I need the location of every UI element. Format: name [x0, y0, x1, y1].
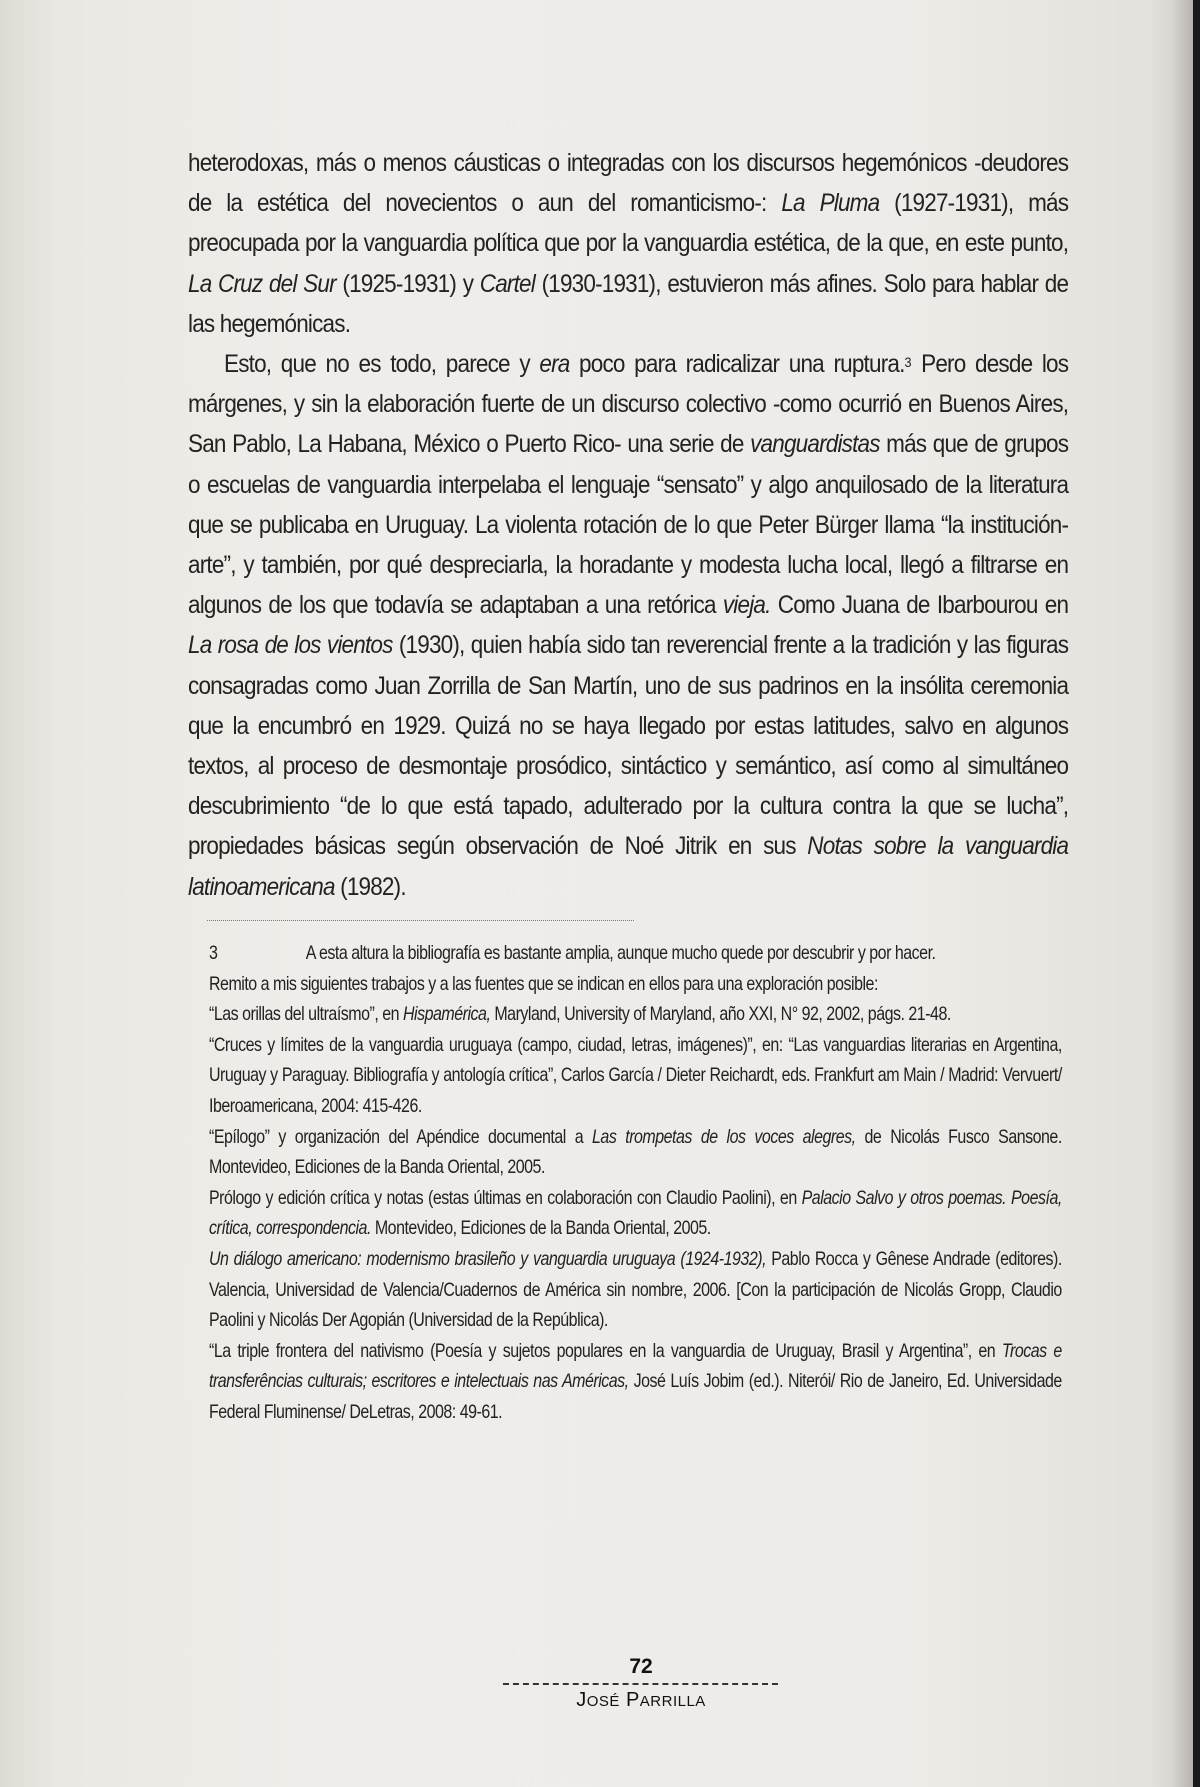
- italic-title: Notas sobre la vanguardia latinoamericana: [188, 832, 1069, 901]
- italic-title: Un diálogo americano: modernismo brasileño y vanguardia uruguaya (1924-1932),: [209, 1247, 767, 1270]
- footnote-reference-5: [209, 1244, 1062, 1336]
- text-run: de Nicolás Fusco Sansone. Montevideo, Ediciones de la Banda Oriental, 2005.: [209, 1125, 1062, 1179]
- italic-word: vieja.: [722, 591, 771, 620]
- italic-word: vanguardistas: [750, 430, 880, 459]
- italic-title: La Pluma: [781, 189, 880, 218]
- footnote-separator: [207, 920, 634, 921]
- page-number: 72: [629, 1655, 653, 1678]
- text-run: “Epílogo” y organización del Apéndice documental a: [209, 1125, 593, 1148]
- text-run: heterodoxas, más o menos cáusticas o integradas con los discursos hegemónicos -deudores de la estética del novecientos o aun del romanticismo-:: [188, 149, 1069, 218]
- text-run: Pablo Rocca y Gênese Andrade (editores). Valencia, Universidad de Valencia/Cuadernos de América sin nombre, 2006. [Con la participación de Nicolás Gropp, Claudio Paolini y Nicolás Der Agopián (Universidad de la República).: [209, 1247, 1062, 1332]
- text-run: Pero desde los márgenes, y sin la elaboración fuerte de un discurso colectivo -como ocurrió en Buenos Aires, San Pablo, La Habana, México o Puerto Rico- una serie de: [188, 350, 1069, 459]
- author-initial: J: [576, 1689, 587, 1711]
- footnote-3-head: [209, 938, 1062, 969]
- text-run: Prólogo y edición crítica y notas (estas últimas en colaboración con Claudio Paolini), en: [209, 1186, 802, 1209]
- author-smallcaps: ARRILLA: [639, 1693, 706, 1710]
- text-run: “Cruces y límites de la vanguardia uruguaya (campo, ciudad, letras, imágenes)”, en: “Las vanguardias literarias en Argentina, Uruguay y Paraguay. Bibliografía y antología crítica”, Carlos García / Dieter Reichardt, eds. Frankfurt am Main / Madrid: Vervuert/ Iberoamericana, 2004: 415-426.: [209, 1033, 1062, 1117]
- text-run: Esto, que no es todo, parece y: [224, 350, 540, 379]
- footnote-text: A esta altura la bibliografía es bastante amplia, aunque mucho quede por descubrir y por hacer.: [305, 942, 936, 964]
- text-run: (1930-1931), estuvieron más afines. Solo para hablar de las hegemónicas.: [188, 269, 1069, 338]
- footnotes: [209, 938, 1062, 1428]
- author-initial: P: [625, 1689, 640, 1711]
- text-run: poco para radicalizar una ruptura.: [569, 350, 905, 379]
- author-smallcaps: OSÉ: [586, 1693, 620, 1710]
- footnote-number: 3: [209, 942, 218, 964]
- footnote-reference-6: [209, 1336, 1062, 1428]
- text-run: Maryland, University of Maryland, año XXI, N° 92, 2002, págs. 21-48.: [490, 1003, 951, 1026]
- italic-title: Las trompetas de los voces alegres,: [592, 1125, 856, 1148]
- footnote-reference-2: [209, 1030, 1062, 1122]
- main-text: [188, 143, 1068, 907]
- text-run: (1925-1931) y: [335, 269, 480, 298]
- italic-title: La Cruz del Sur: [188, 269, 336, 298]
- text-run: Como Juana de Ibarbourou en: [770, 591, 1069, 620]
- text-run: “La triple frontera del nativismo (Poesía y sujetos populares en la vanguardia de Uruguay, Brasil y Argentina”, en: [209, 1339, 1002, 1362]
- text-run: (1927-1931), más preocupada por la vanguardia política que por la vanguardia estética, de la que, en este punto,: [188, 189, 1069, 258]
- text-run: (1982).: [334, 872, 406, 901]
- italic-title: La rosa de los vientos: [188, 631, 393, 660]
- text-run: “Las orillas del ultraísmo”, en: [209, 1003, 403, 1026]
- footnote-reference-4: [209, 1183, 1062, 1244]
- text-run: José Luís Jobim (ed.). Niterói/ Rio de Janeiro, Ed. Universidade Federal Fluminense/ DeLetras, 2008: 49-61.: [209, 1370, 1062, 1423]
- footnote-reference-1: [209, 999, 1062, 1030]
- text-run: más que de grupos o escuelas de vanguardia interpelaba el lenguaje “sensato” y algo anquilosado de la literatura que se publicaba en Uruguay. La violenta rotación de lo que Peter Bürger llama “la institución-arte”, y también, por qué despreciarla, la horadante y modesta lucha local, llegó a filtrarse en algunos de los que todavía se adaptaban a una retórica: [188, 430, 1069, 620]
- text-run: (1930), quien había sido tan reverencial frente a la tradición y las figuras consagradas como Juan Zorrilla de San Martín, uno de sus padrinos en la insólita ceremonia que la encumbró en 1929. Quizá no se haya llegado por estas latitudes, salvo en algunos textos, al proceso de desmontaje prosódico, sintáctico y semántico, así como al simultáneo descubrimiento “de lo que está tapado, adulterado por la cultura contra la que se lucha”, propiedades básicas según observación de Noé Jitrik en sus: [188, 631, 1069, 861]
- paragraph-2: [188, 344, 1068, 907]
- text-run: Montevideo, Ediciones de la Banda Oriental, 2005.: [370, 1217, 711, 1240]
- italic-title: Cartel: [479, 269, 535, 298]
- paragraph-1: [188, 143, 1068, 344]
- footnote-reference-3: [209, 1122, 1062, 1183]
- italic-title: Trocas e transferências culturais; escritores e intelectuais nas Américas,: [209, 1339, 1062, 1393]
- italic-word: era: [539, 350, 570, 379]
- footnote-text: Remito a mis siguientes trabajos y a las fuentes que se indican en ellos para una exploración posible:: [209, 972, 878, 995]
- footnote-line: [209, 969, 1062, 1000]
- running-footer-author: [0, 1689, 1193, 1712]
- italic-title: Hispamérica,: [402, 1003, 491, 1026]
- footer-dashed-rule: [503, 1683, 778, 1685]
- italic-title: Palacio Salvo y otros poemas. Poesía, crítica, correspondencia.: [209, 1186, 1062, 1240]
- footnote-ref: 3: [904, 354, 912, 371]
